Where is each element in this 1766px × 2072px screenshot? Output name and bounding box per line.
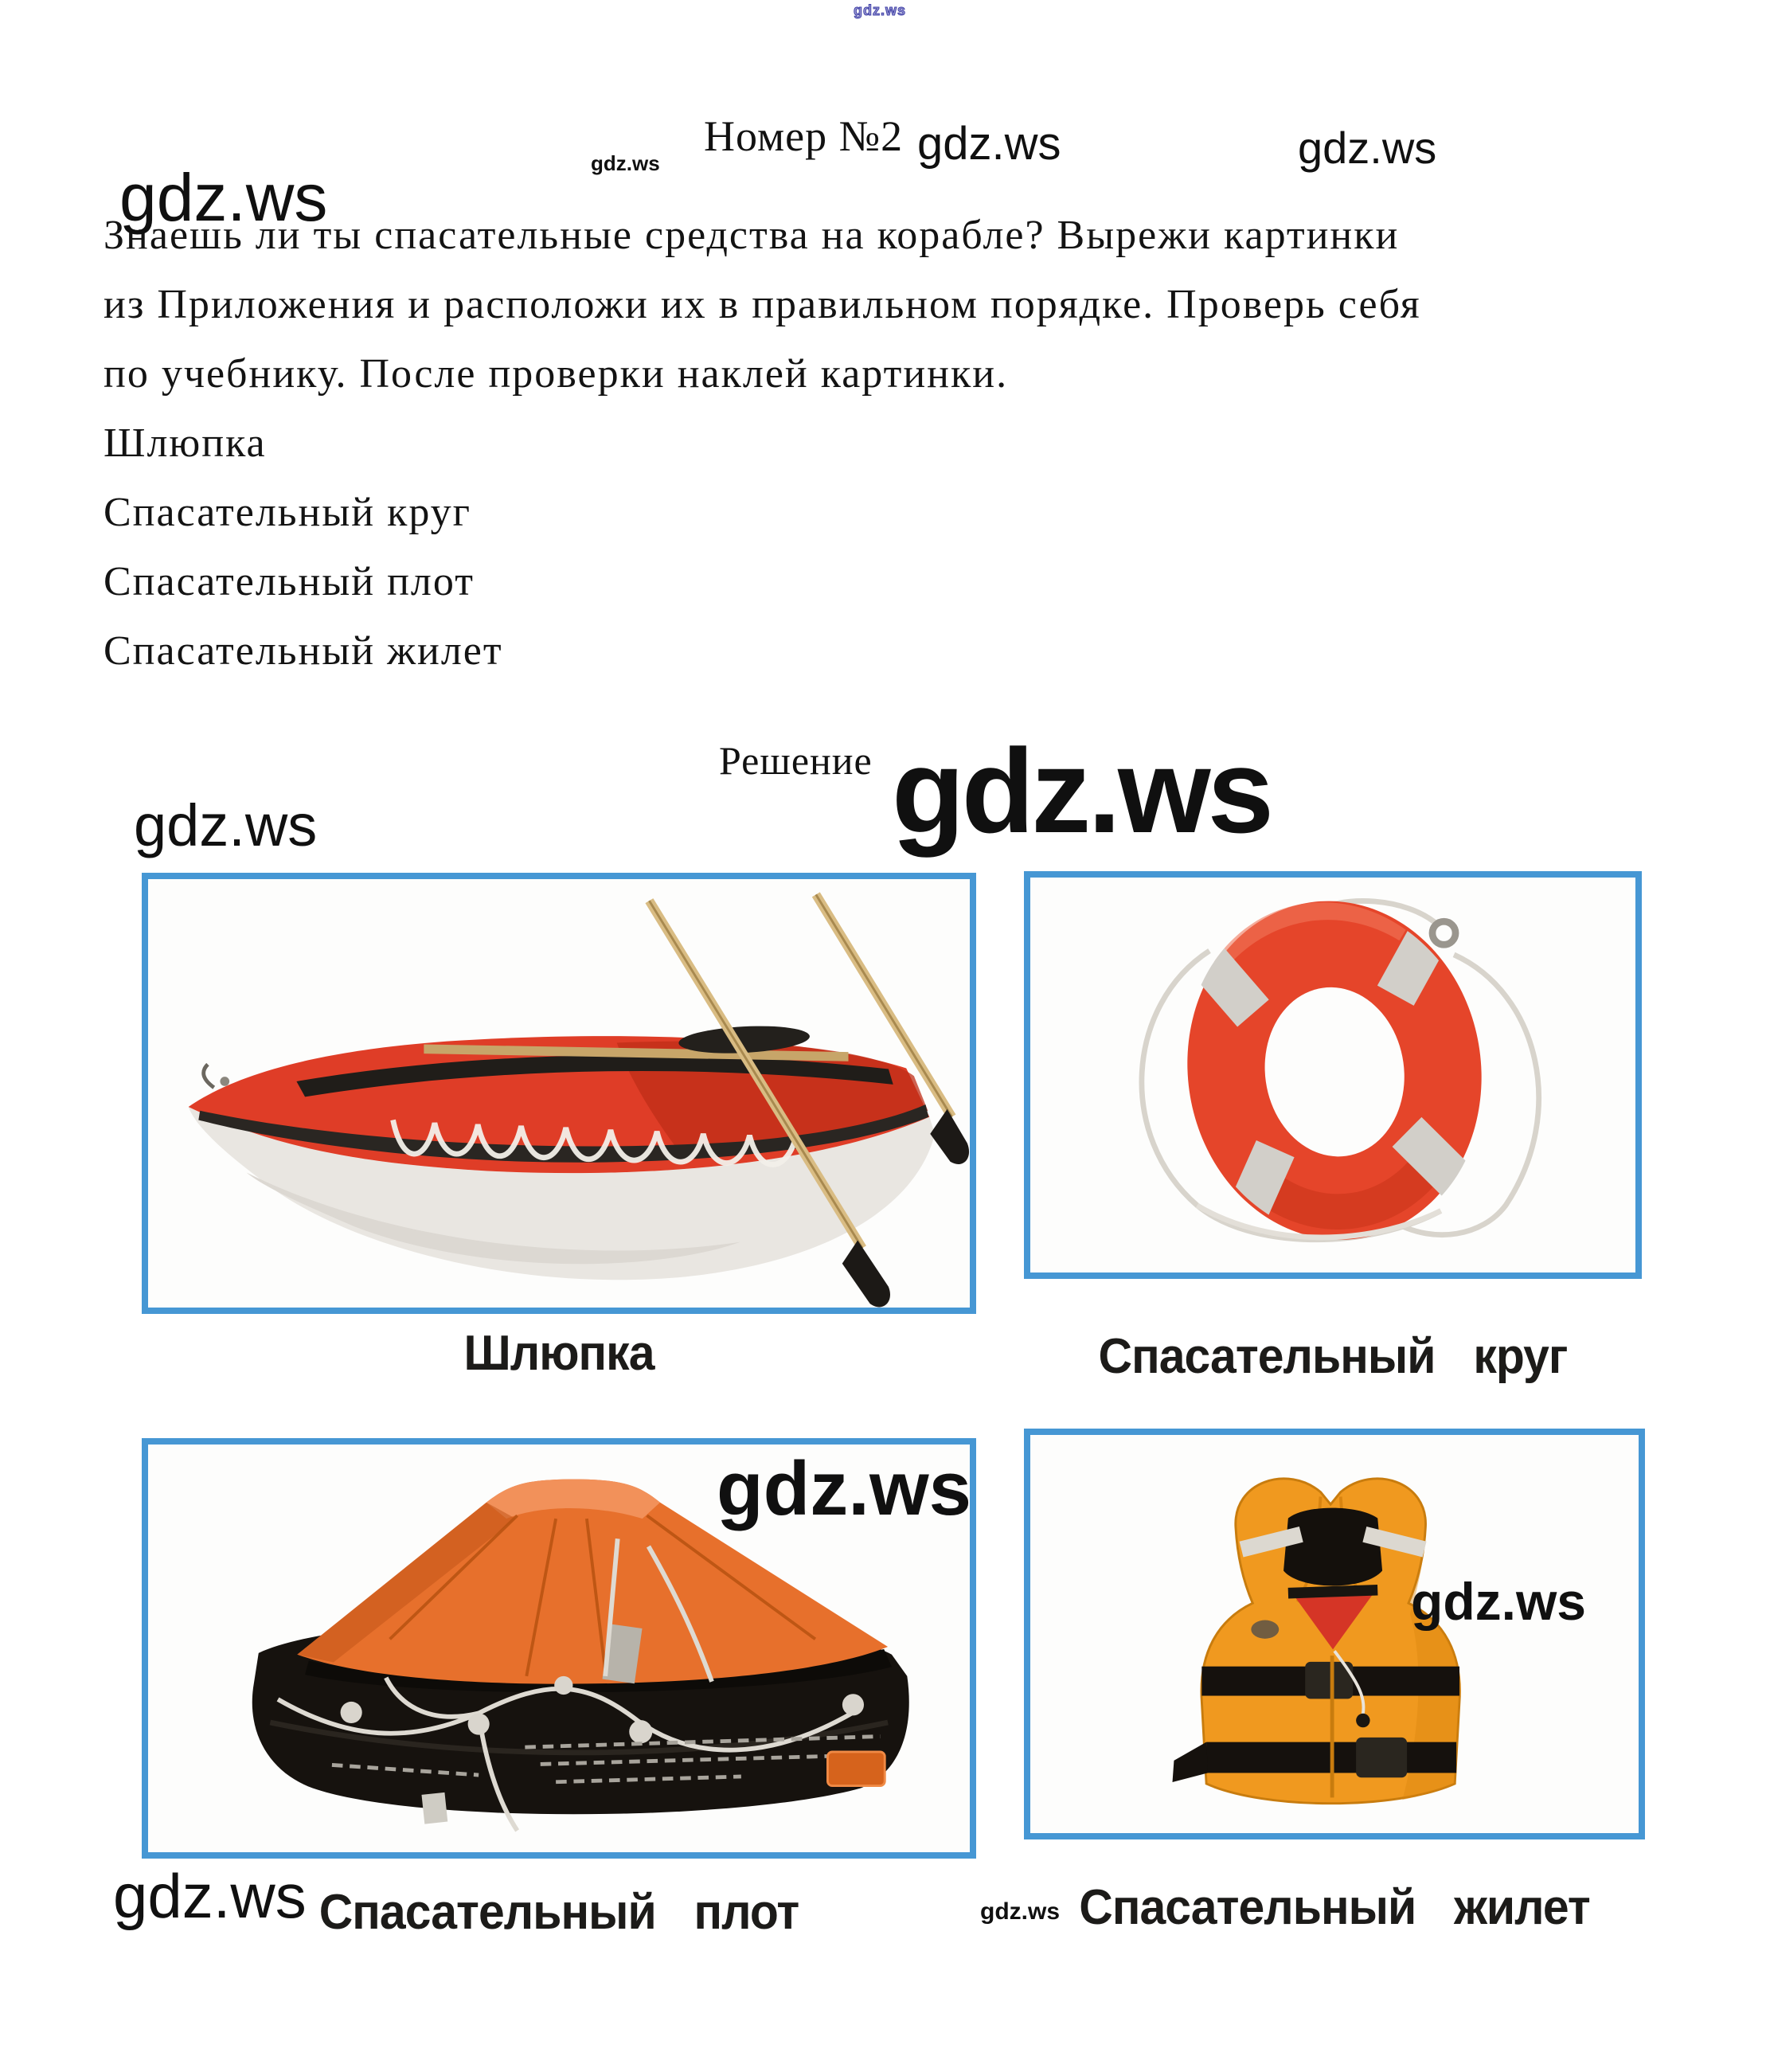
watermark-gdz-top: gdz.ws xyxy=(854,2,907,18)
card-frame xyxy=(142,873,976,1314)
task-paragraph-line: из Приложения и расположи их в правильном порядке. Проверь себя xyxy=(104,282,1421,327)
watermark-gdz-center-huge: gdz.ws xyxy=(892,724,1272,858)
watermark-gdz-bottom-left: gdz.ws xyxy=(113,1861,307,1931)
watermark-gdz-header: gdz.ws xyxy=(917,118,1061,170)
watermark-gdz-vest-box: gdz.ws xyxy=(1411,1572,1587,1631)
task-paragraph-line: по учебнику. После проверки наклей картинки. xyxy=(104,351,1009,397)
solution-card-lifejacket xyxy=(1024,1429,1645,1935)
watermark-gdz-header-small: gdz.ws xyxy=(591,151,660,175)
lifeboat-illustration xyxy=(148,879,970,1308)
task-item: Спасательный жилет xyxy=(104,628,503,674)
card-frame xyxy=(1024,871,1642,1279)
card-frame xyxy=(1024,1429,1645,1839)
task-text xyxy=(104,201,1521,686)
page-title: Номер №2 xyxy=(704,112,904,160)
solution-card-lifebuoy xyxy=(1024,871,1642,1384)
task-item: Спасательный круг xyxy=(104,490,472,535)
watermark-gdz-bottom-small: gdz.ws xyxy=(980,1898,1061,1925)
task-paragraph-line: Знаешь ли ты спасательные средства на корабле? Вырежи картинки xyxy=(104,213,1400,258)
card-caption: Спасательный круг xyxy=(1098,1329,1568,1384)
task-item: Спасательный плот xyxy=(104,559,475,604)
lifejacket-illustration xyxy=(1030,1435,1639,1833)
watermark-gdz-raft-box: gdz.ws xyxy=(717,1446,972,1531)
lifebuoy-illustration xyxy=(1030,878,1635,1273)
card-caption: Спасательный жилет xyxy=(1079,1880,1590,1935)
watermark-gdz-left-mid: gdz.ws xyxy=(134,792,318,858)
watermark-gdz-left-large: gdz.ws xyxy=(119,160,328,235)
card-caption: Шлюпка xyxy=(463,1326,654,1381)
task-item: Шлюпка xyxy=(104,420,267,466)
watermark-gdz-header-right: gdz.ws xyxy=(1298,123,1437,173)
solution-heading: Решение xyxy=(719,738,873,783)
solution-card-lifeboat xyxy=(142,873,976,1381)
card-caption: Спасательный плот xyxy=(318,1885,799,1940)
